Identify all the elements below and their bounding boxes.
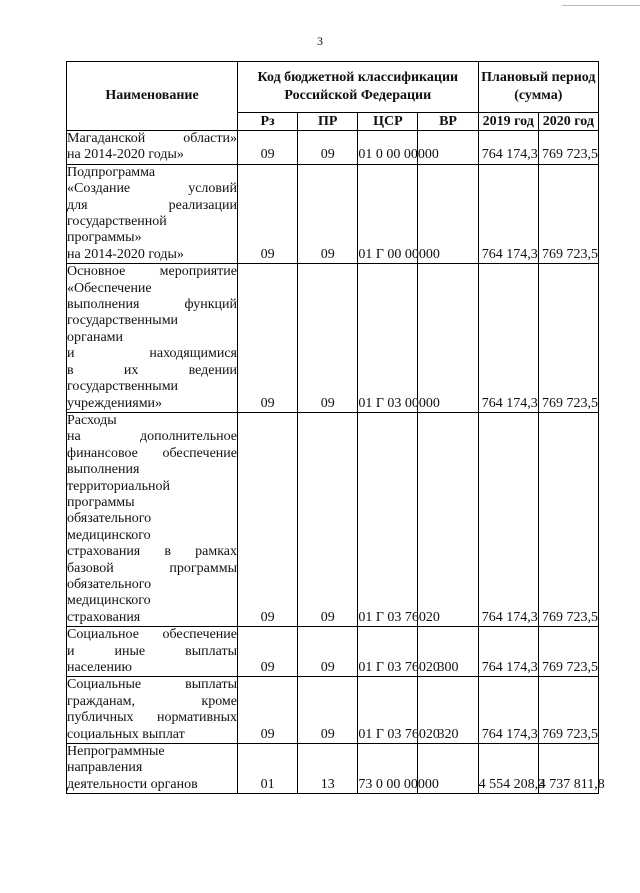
row-2019-amount: 4 554 208,3	[478, 744, 538, 794]
header-2019: 2019 год	[478, 113, 538, 131]
row-name-line: публичных нормативных	[67, 710, 237, 726]
header-vr: ВР	[418, 113, 478, 131]
row-name-line: в их ведении	[67, 362, 237, 378]
row-csr: 01 Г 03 00000	[358, 264, 418, 413]
row-name-line: государственной	[67, 214, 167, 230]
row-csr: 73 0 00 00000	[358, 744, 418, 794]
row-csr: 01 Г 03 76020	[358, 412, 418, 626]
row-name-line: программы»	[67, 230, 142, 246]
row-name-line: «Создание условий	[67, 181, 237, 197]
row-name-line: для реализации	[67, 197, 237, 213]
row-name-line: финансовое обеспечение	[67, 445, 237, 461]
header-name: Наименование	[67, 62, 238, 131]
header-2020: 2020 год	[538, 113, 598, 131]
row-name-line: территориальной	[67, 478, 170, 494]
row-name-line: «Обеспечение	[67, 280, 152, 296]
row-name-line: социальных выплат	[67, 726, 185, 742]
row-name-line: и находящимися	[67, 346, 237, 362]
row-2020-amount: 769 723,5	[538, 677, 598, 744]
table-row	[67, 131, 599, 165]
row-name-line: гражданам, кроме	[67, 693, 237, 709]
row-name-line: Расходы	[67, 412, 117, 428]
row-csr: 01 Г 00 00000	[358, 164, 418, 263]
row-2019-amount: 764 174,3	[478, 131, 538, 165]
row-name-line: Социальные выплаты	[67, 677, 237, 693]
row-name-line: Основное мероприятие	[67, 264, 237, 280]
header-code-group: Код бюджетной классификации Российской Федерации	[238, 62, 479, 113]
row-name-line: выполнения	[67, 462, 140, 478]
row-2020-amount: 769 723,5	[538, 264, 598, 413]
row-name	[67, 131, 238, 165]
row-name-line: населению	[67, 660, 132, 675]
header-pr: ПР	[298, 113, 358, 131]
row-name-line: медицинского	[67, 593, 151, 609]
row-pr: 09	[298, 131, 358, 165]
row-2020-amount: 769 723,5	[538, 131, 598, 165]
row-name-line: базовой программы	[67, 560, 237, 576]
row-rz: 09	[238, 412, 298, 626]
row-csr: 01 Г 03 76020	[358, 677, 418, 744]
budget-table	[66, 61, 605, 794]
row-name	[67, 627, 238, 677]
row-vr: 320	[418, 677, 478, 744]
row-rz: 09	[238, 677, 298, 744]
row-name-line: обязательного	[67, 511, 152, 527]
scan-corner-mark	[562, 0, 640, 6]
row-2020-amount: 769 723,5	[538, 164, 598, 263]
row-csr: 01 0 00 00000	[358, 131, 418, 165]
header-period-group: Плановый период (сумма)	[478, 62, 598, 113]
row-name	[67, 264, 238, 413]
row-pr: 09	[298, 627, 358, 677]
row-name-line: обязательного	[67, 576, 152, 592]
row-name-line: страхования в рамках	[67, 544, 237, 560]
row-name-line: страхования	[67, 609, 141, 625]
row-name-line: направления	[67, 760, 143, 776]
row-pr: 09	[298, 677, 358, 744]
row-name-line: на 2014-2020 годы»	[67, 147, 184, 163]
row-name-line: государственными	[67, 313, 179, 329]
row-pr: 09	[298, 412, 358, 626]
row-pr: 13	[298, 744, 358, 794]
row-name-line: программы	[67, 494, 135, 510]
header-csr: ЦСР	[358, 113, 418, 131]
row-name	[67, 744, 238, 794]
row-rz: 09	[238, 264, 298, 413]
row-2019-amount: 764 174,3	[478, 677, 538, 744]
table-row	[67, 264, 599, 413]
row-vr	[418, 264, 478, 413]
row-2020-amount: 769 723,5	[538, 412, 598, 626]
row-pr: 09	[298, 264, 358, 413]
row-name-line: Социальное обеспечение	[67, 627, 237, 643]
table-row	[67, 627, 599, 677]
row-2020-amount: 4 737 811,8	[538, 744, 598, 794]
row-name-line: Непрограммные	[67, 744, 165, 760]
row-pr: 09	[298, 164, 358, 263]
row-vr	[418, 412, 478, 626]
row-name-line: органами	[67, 329, 124, 345]
row-name-line: выполнения функций	[67, 297, 237, 313]
page-number: 3	[317, 34, 323, 48]
table-row	[67, 677, 599, 744]
table-row	[67, 412, 599, 626]
row-name-line: учреждениями»	[67, 395, 163, 411]
row-rz: 01	[238, 744, 298, 794]
row-name	[67, 412, 238, 626]
table-row	[67, 164, 599, 263]
row-name-line: государственными	[67, 379, 179, 395]
row-csr: 01 Г 03 76020	[358, 627, 418, 677]
row-name	[67, 164, 238, 263]
row-2020-amount: 769 723,5	[538, 627, 598, 677]
row-rz: 09	[238, 131, 298, 165]
row-name-line: на дополнительное	[67, 429, 237, 445]
row-2019-amount: 764 174,3	[478, 627, 538, 677]
row-name-line: деятельности органов	[67, 776, 198, 792]
row-rz: 09	[238, 627, 298, 677]
header-rz: Рз	[238, 113, 298, 131]
row-2019-amount: 764 174,3	[478, 412, 538, 626]
table-row	[67, 744, 599, 794]
row-2019-amount: 764 174,3	[478, 264, 538, 413]
row-name-line: Подпрограмма	[67, 164, 156, 180]
row-vr: 300	[418, 627, 478, 677]
row-rz: 09	[238, 164, 298, 263]
row-name-line: на 2014-2020 годы»	[67, 246, 184, 262]
row-name	[67, 677, 238, 744]
row-name-line: и иные выплаты	[67, 643, 237, 659]
table-header-row	[67, 62, 599, 113]
row-2019-amount: 764 174,3	[478, 164, 538, 263]
row-name-line: Магаданской области»	[67, 131, 237, 146]
row-name-line: медицинского	[67, 527, 151, 543]
